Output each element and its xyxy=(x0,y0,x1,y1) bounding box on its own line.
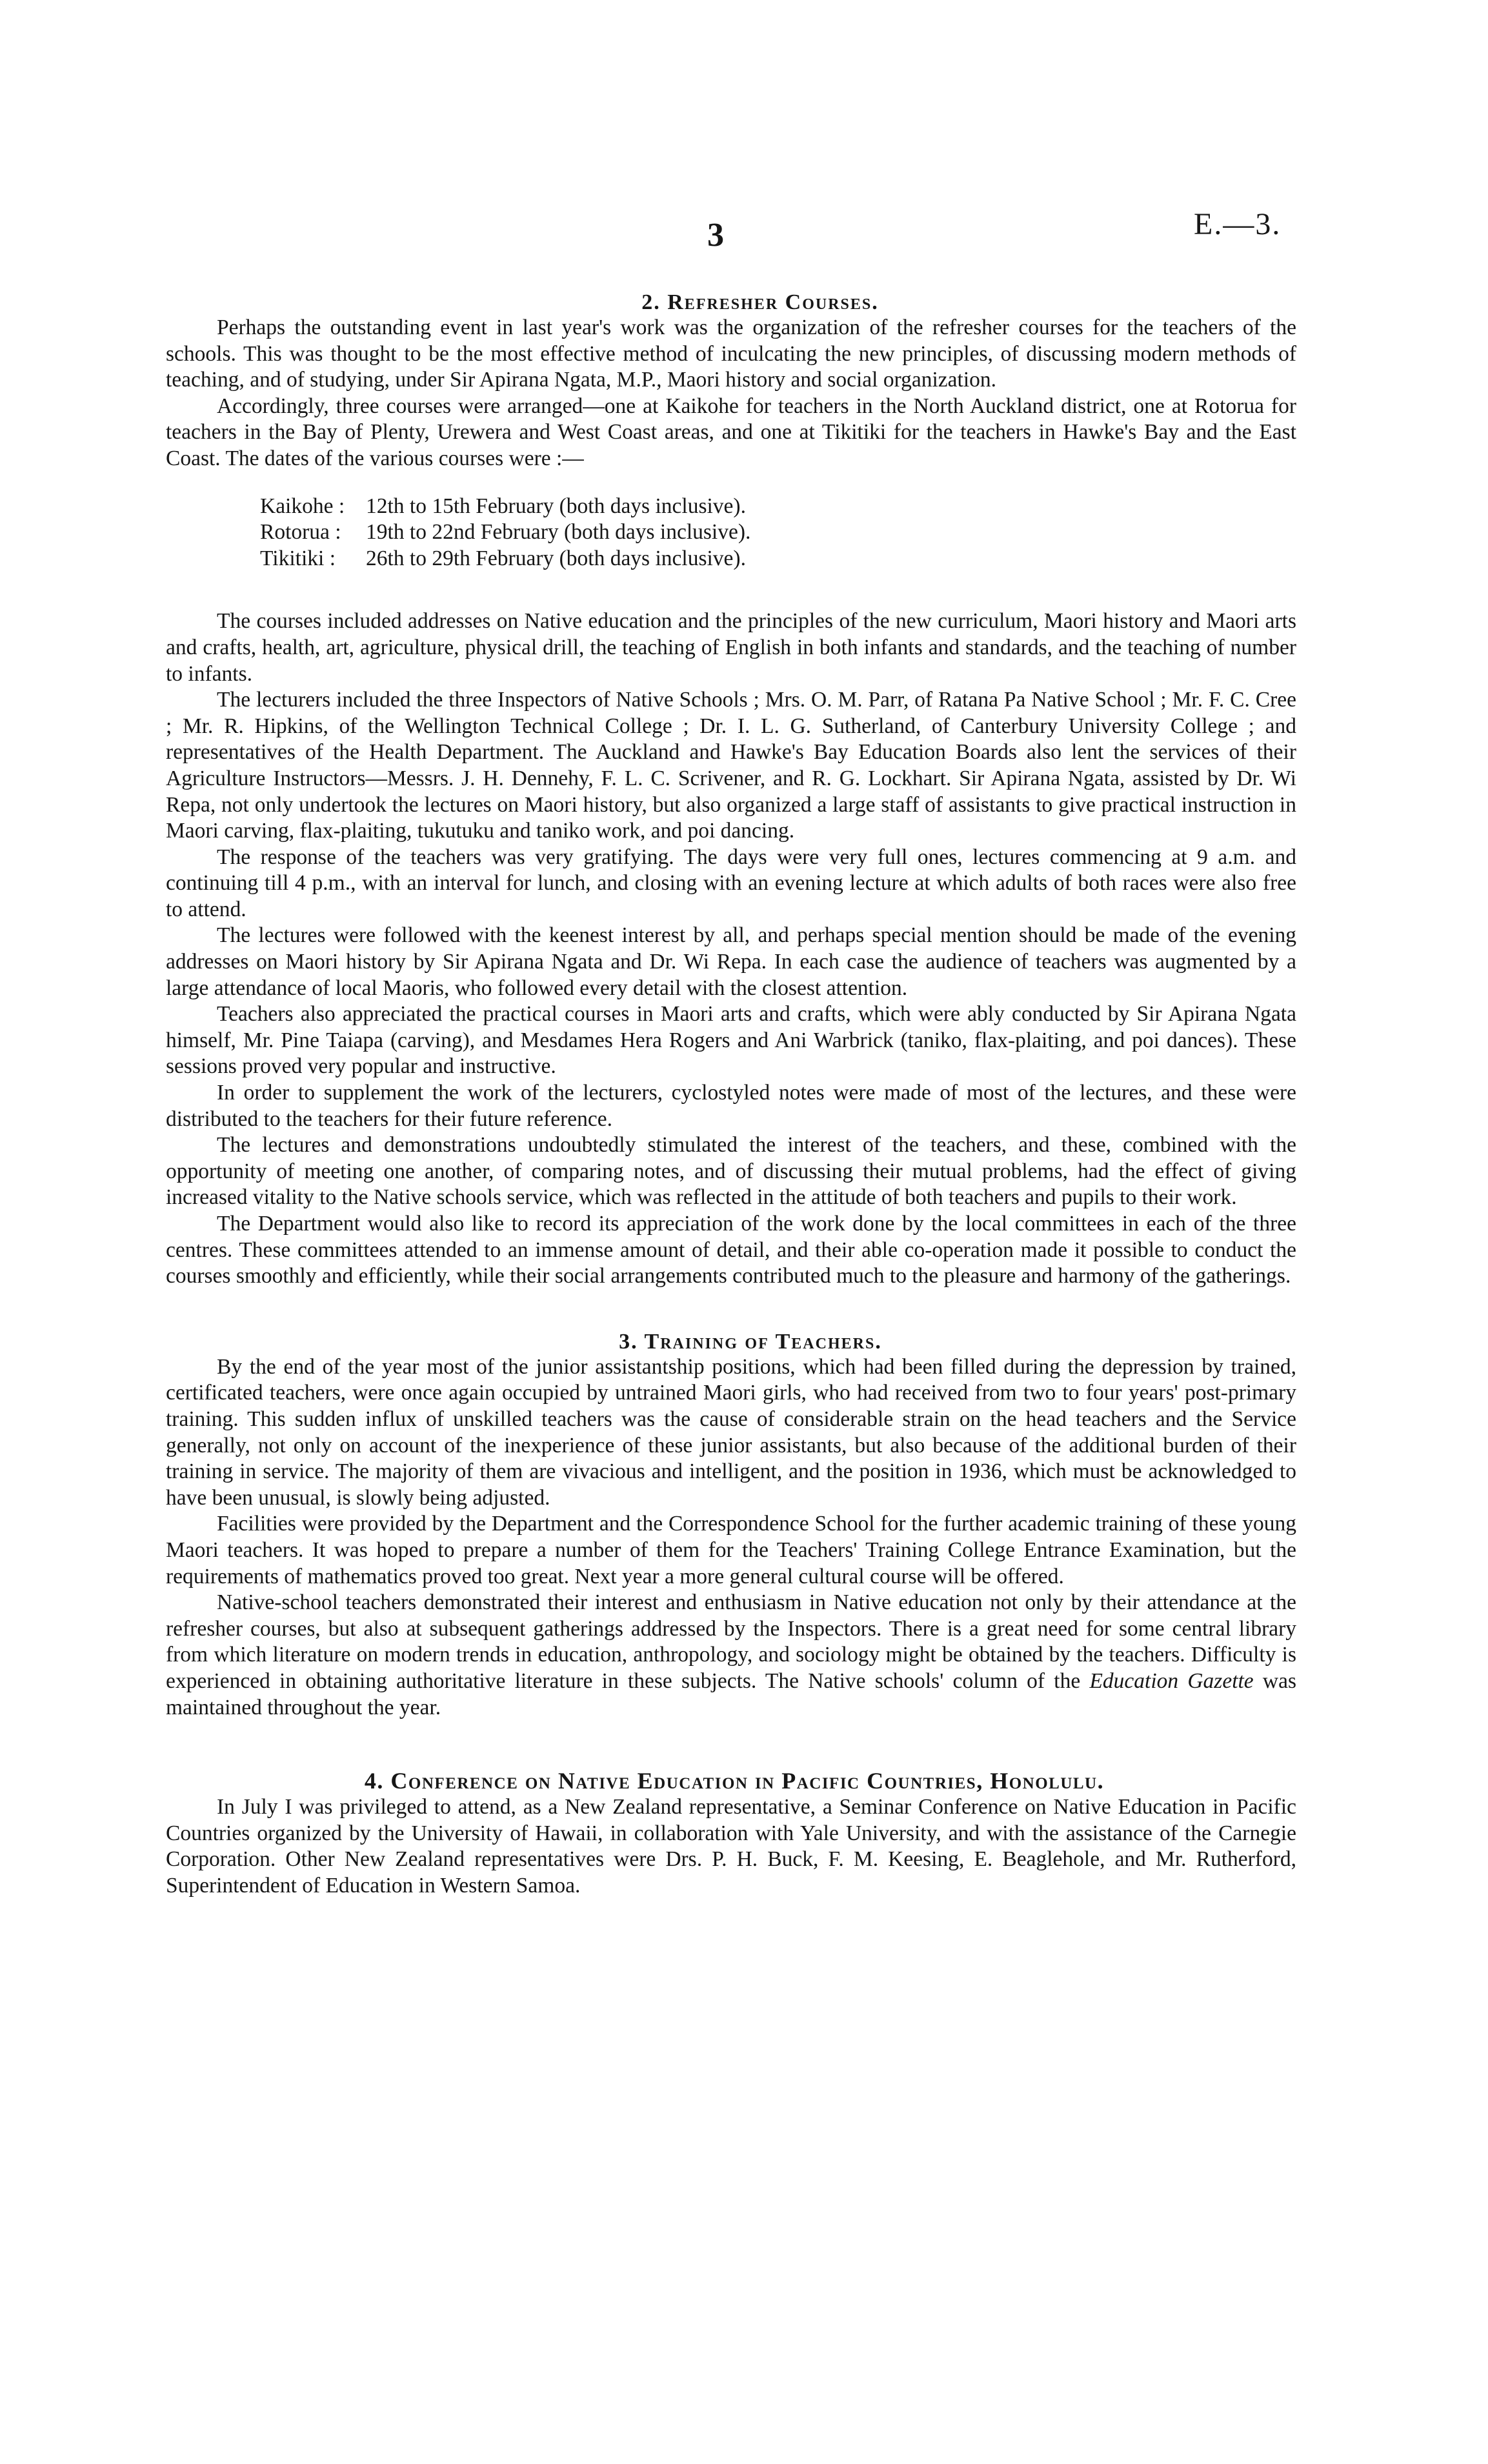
section-2-paragraph-9: The lectures and demonstrations undoubtedly stimulated the interest of the teachers, and these, combined with the opportunity of meeting one another, of comparing notes, and of discussing their mutual problems, had the effect of giving increased vitality to the Native schools service, which was reflected in the attitude of both teachers and pupils to their work. xyxy=(166,1133,1296,1210)
course-date-row xyxy=(260,494,1296,520)
section-2-paragraph-6: The lectures were followed with the keenest interest by all, and perhaps special mention should be made of the evening addresses on Maori history by Sir Apirana Ngata and Dr. Wi Repa. In each case the audience of teachers was augmented by a large attendance of local Maoris, who followed every detail with the closest attention. xyxy=(166,923,1296,1000)
section-2-paragraph-3: The courses included addresses on Native education and the principles of the new curriculum, Maori history and Maori arts and crafts, health, art, agriculture, physical drill, the teaching of English in both infants and standards, and the teaching of number to infants. xyxy=(166,609,1296,686)
section-2-paragraph-10: The Department would also like to record its appreciation of the work done by the local committees in each of the three centres. These committees attended to an immense amount of detail, and their able co-operation made it possible to conduct the courses smoothly and efficiently, while their social arrangements contributed much to the pleasure and harmony of the gatherings. xyxy=(166,1212,1296,1288)
course-date-range: 12th to 15th February (both days inclusive). xyxy=(366,494,746,518)
section-2-paragraph-5: The response of the teachers was very gratifying. The days were very full ones, lectures commencing at 9 a.m. and continuing till 4 p.m., with an interval for lunch, and closing with an evening lecture at which adults of both races were also free to attend. xyxy=(166,845,1296,921)
course-location: Kaikohe : xyxy=(260,494,345,518)
section-3-heading: 3. Training of Teachers. xyxy=(619,1329,882,1354)
paragraph-text: Native-school teachers demonstrated their interest and enthusiasm in Native education not only by their attendance at the refresher courses, but also at subsequent gatherings addressed by the Inspectors. There is a great need for some central library from which literature on modern trends in education, anthropology, and sociology might be obtained by the teachers. Difficulty is experienced in obtaining authoritative literature in these subjects. The Native schools' column of the xyxy=(166,1590,1296,1693)
section-2-paragraph-7: Teachers also appreciated the practical courses in Maori arts and crafts, which were ably conducted by Sir Apirana Ngata himself, Mr. Pine Taiapa (carving), and Mesdames Hera Rogers and Ani Warbrick (taniko, flax-plaiting, and poi dances). These sessions proved very popular and instructive. xyxy=(166,1002,1296,1079)
paragraph-text: was maintained throughout the year. xyxy=(166,1668,1297,1719)
section-4-paragraph-1: In July I was privileged to attend, as a New Zealand representative, a Seminar Conference on Native Education in Pacific Countries organized by the University of Hawaii, in collaboration with Yale University, and with the assistance of the Carnegie Corporation. Other New Zealand representatives were Drs. P. H. Buck, F. M. Keesing, E. Beaglehole, and Mr. Rutherford, Superintendent of Education in Western Samoa. xyxy=(166,1795,1296,1898)
section-2-paragraph-8: In order to supplement the work of the lecturers, cyclostyled notes were made of most of the lectures, and these were distributed to the teachers for their future reference. xyxy=(166,1081,1296,1131)
course-date-row xyxy=(260,546,1296,572)
page-code: E.—3. xyxy=(1194,207,1282,241)
section-4-heading: 4. Conference on Native Education in Pacific Countries, Honolulu. xyxy=(364,1768,1105,1794)
page-number: 3 xyxy=(707,217,725,254)
section-2-paragraph-4: The lecturers included the three Inspectors of Native Schools ; Mrs. O. M. Parr, of Ratana Pa Native School ; Mr. F. C. Cree ; Mr. R. Hipkins, of the Wellington Technical College ; Dr. I. L. G. Sutherland, of Canterbury University College ; and representatives of the Health Department. The Auckland and Hawke's Bay Education Boards also lent the services of their Agriculture Instructors—Messrs. J. H. Dennehy, F. L. C. Scrivener, and R. G. Lockhart. Sir Apirana Ngata, assisted by Dr. Wi Repa, not only undertook the lectures on Maori history, but also organized a large staff of assistants to give practical instruction in Maori carving, flax-plaiting, tukutuku and taniko work, and poi dancing. xyxy=(166,688,1296,843)
section-3-paragraph-1: By the end of the year most of the junior assistantship positions, which had been filled during the depression by trained, certificated teachers, were once again occupied by untrained Maori girls, who had received from two to four years' post-primary training. This sudden influx of unskilled teachers was the cause of considerable strain on the head teachers and the Service generally, not only on account of the inexperience of these junior assistants, but also because of the additional burden of their training in service. The majority of them are vivacious and intelligent, and the position in 1936, which must be acknowledged to have been unusual, is slowly being adjusted. xyxy=(166,1354,1296,1510)
section-2-paragraph-1: Perhaps the outstanding event in last year's work was the organization of the refresher courses for the teachers of the schools. This was thought to be the most effective method of inculcating the new principles, of discussing modern methods of teaching, and of studying, under Sir Apirana Ngata, M.P., Maori history and social organization. xyxy=(166,316,1296,392)
course-date-range: 19th to 22nd February (both days inclusive). xyxy=(366,520,751,545)
course-location: Tikitiki : xyxy=(260,546,336,570)
section-3-paragraph-3 xyxy=(166,1590,1296,1721)
course-date-range: 26th to 29th February (both days inclusive). xyxy=(366,546,746,570)
publication-title: Education Gazette xyxy=(1089,1668,1254,1693)
section-2-heading: 2. Refresher Courses. xyxy=(641,290,879,314)
course-date-row xyxy=(260,519,1296,546)
section-3-paragraph-2: Facilities were provided by the Department and the Correspondence School for the further academic training of these young Maori teachers. It was hoped to prepare a number of them for the Teachers' Training College Entrance Examination, but the requirements of mathematics proved too great. Next year a more general cultural course will be offered. xyxy=(166,1512,1296,1588)
course-location: Rotorua : xyxy=(260,520,341,545)
course-dates-list xyxy=(260,494,1296,572)
page-body xyxy=(166,290,1296,1899)
section-2-paragraph-2: Accordingly, three courses were arranged—one at Kaikohe for teachers in the North Auckland district, one at Rotorua for teachers in the Bay of Plenty, Urewera and West Coast areas, and one at Tikitiki for the teachers in Hawke's Bay and the East Coast. The dates of the various courses were :— xyxy=(166,394,1296,470)
